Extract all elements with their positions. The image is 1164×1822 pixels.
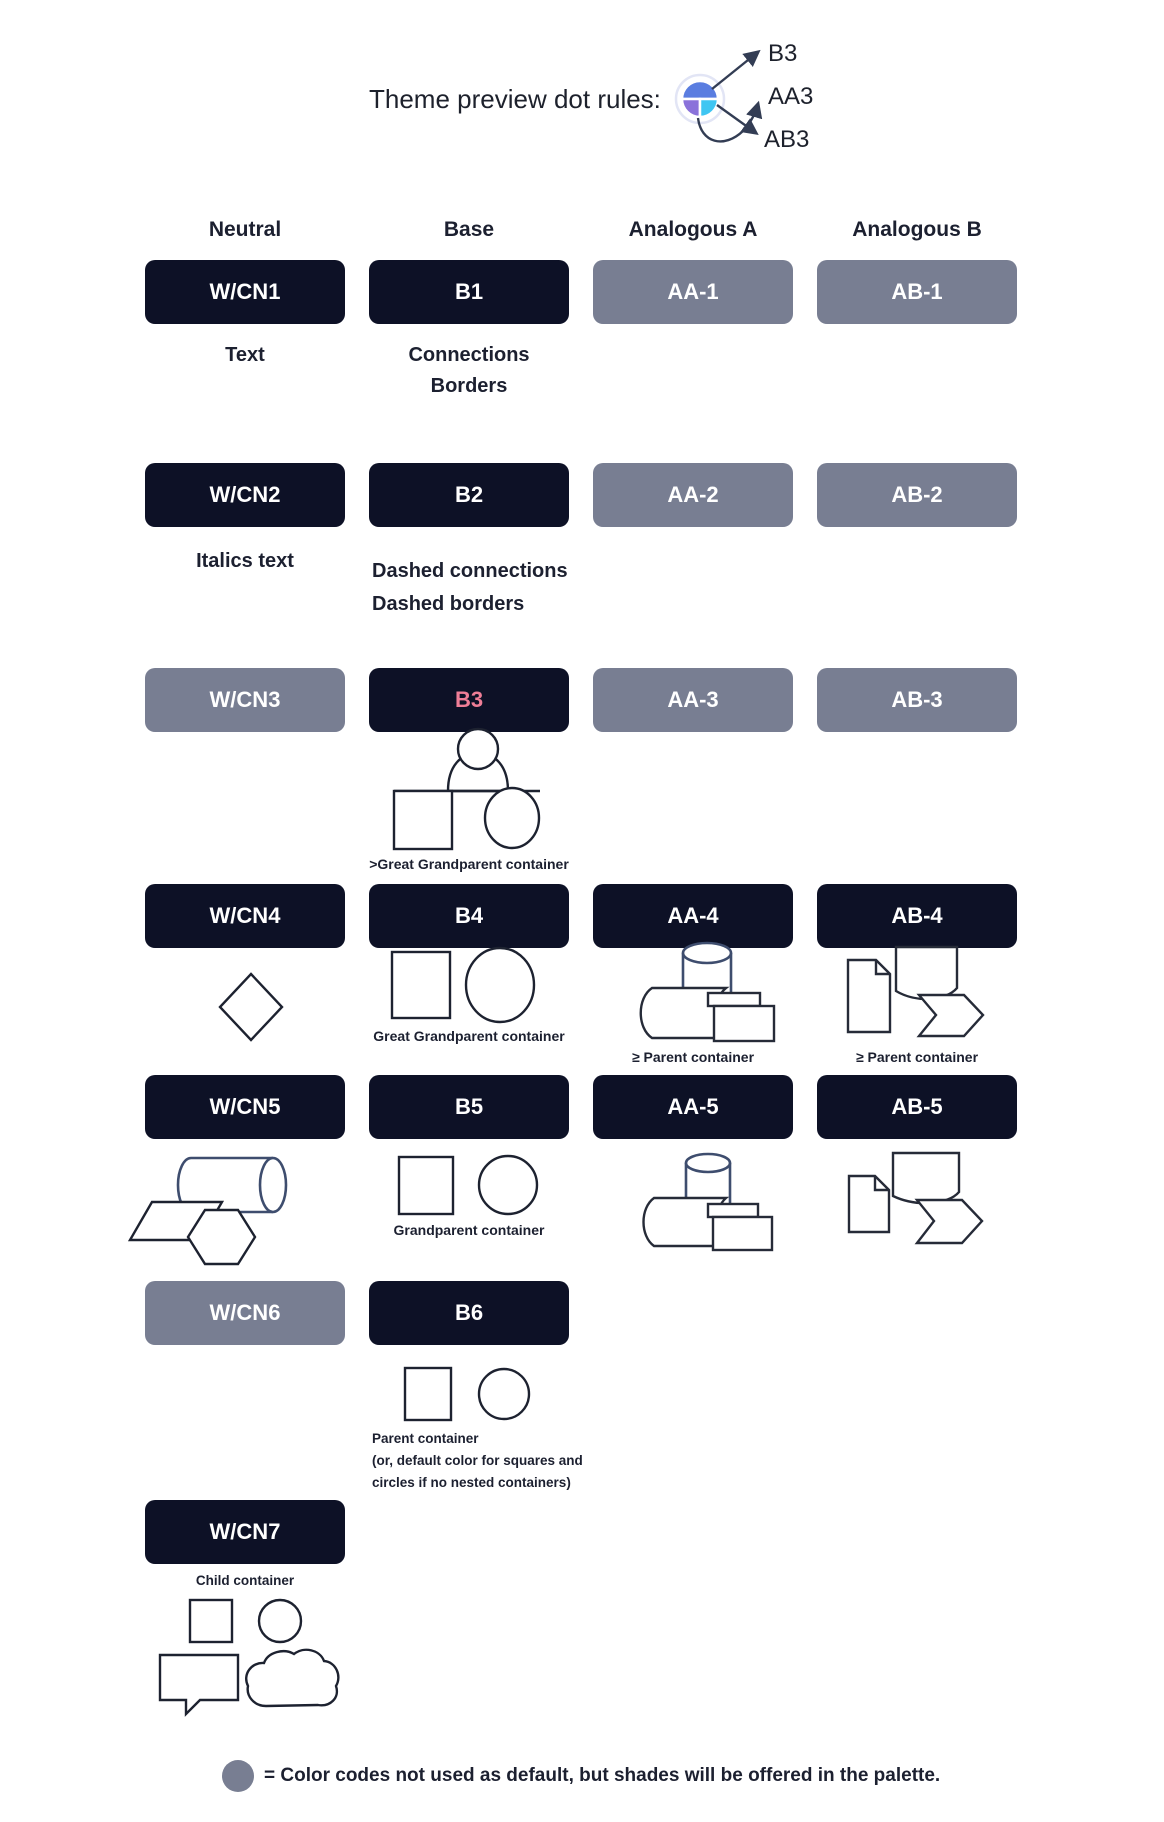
caption-parent-container-note-1: (or, default color for squares and — [372, 1453, 583, 1468]
caption-italics-text: Italics text — [196, 550, 294, 572]
square-shape — [392, 952, 450, 1018]
square-shape — [190, 1600, 232, 1642]
tabbed-rectangle-shape — [713, 1217, 772, 1250]
column-header-analogous-b: Analogous B — [852, 218, 982, 241]
document-shape — [848, 960, 890, 1032]
caption-b4-shapes: Great Grandparent container — [373, 1028, 565, 1044]
cylinder-top-shape — [686, 1154, 730, 1172]
swatch-b2: B2 — [369, 463, 569, 527]
horizontal-cylinder-end-shape — [260, 1158, 286, 1212]
ab4-shape-cluster — [848, 947, 983, 1036]
swatch-b4: B4 — [369, 884, 569, 948]
swatch-wcn2: W/CN2 — [145, 463, 345, 527]
square-shape — [405, 1368, 451, 1420]
swatch-aa4: AA-4 — [593, 884, 793, 948]
column-header-neutral: Neutral — [208, 218, 282, 241]
dot-label-aa3: AA3 — [768, 83, 814, 110]
legend-text: = Color codes not used as default, but shades will be offered in the palette. — [264, 1765, 941, 1786]
b3-shape-cluster — [394, 729, 540, 849]
aa5-shape-cluster — [644, 1154, 773, 1250]
swatch-wcn4: W/CN4 — [145, 884, 345, 948]
swatch-b6: B6 — [369, 1281, 569, 1345]
caption-b5-shapes: Grandparent container — [393, 1222, 545, 1238]
caption-parent-container-note-2: circles if no nested containers) — [372, 1475, 571, 1490]
caption-b3-shapes: >Great Grandparent container — [369, 856, 569, 872]
circle-shape — [466, 948, 534, 1022]
cylinder-top-shape — [683, 943, 731, 963]
page-title: Theme preview dot rules: — [369, 84, 661, 114]
swatch-wcn1: W/CN1 — [145, 260, 345, 324]
dot-label-ab3: AB3 — [764, 126, 810, 153]
theme-preview-dot — [676, 52, 758, 141]
b5-shape-cluster — [399, 1156, 537, 1214]
caption-aa4-shapes: ≥ Parent container — [631, 1049, 755, 1065]
arrow-to-ab3 — [717, 105, 756, 133]
dot-label-b3: B3 — [768, 40, 798, 67]
cloud-shape — [246, 1650, 338, 1706]
document-shape — [849, 1176, 889, 1232]
square-shape — [394, 791, 452, 849]
swatch-wcn7: W/CN7 — [145, 1500, 345, 1564]
chevron-shape — [917, 1200, 982, 1243]
column-header-analogous-a: Analogous A — [628, 218, 758, 241]
caption-ab4-shapes: ≥ Parent container — [855, 1049, 979, 1065]
swatch-aa1: AA-1 — [593, 260, 793, 324]
swatch-ab2: AB-2 — [817, 463, 1017, 527]
swatch-ab4: AB-4 — [817, 884, 1017, 948]
swatch-b5: B5 — [369, 1075, 569, 1139]
circle-shape — [479, 1369, 529, 1419]
caption-connections: Connections — [408, 344, 530, 366]
swatch-b1: B1 — [369, 260, 569, 324]
swatch-aa3: AA-3 — [593, 668, 793, 732]
column-header-base: Base — [443, 218, 495, 241]
caption-child-container: Child container — [195, 1573, 295, 1588]
speech-bubble-shape — [160, 1655, 238, 1714]
swatch-wcn5: W/CN5 — [145, 1075, 345, 1139]
b6-shape-cluster — [405, 1368, 529, 1420]
swatch-ab1: AB-1 — [817, 260, 1017, 324]
caption-parent-container: Parent container — [372, 1431, 479, 1446]
circle-shape — [485, 788, 539, 848]
wcn7-shape-cluster — [160, 1600, 338, 1714]
caption-text: Text — [225, 344, 265, 366]
caption-dashed-connections: Dashed connections — [372, 560, 568, 582]
caption-dashed-borders: Dashed borders — [372, 593, 525, 615]
wavy-document-shape — [896, 947, 957, 999]
circle-shape — [479, 1156, 537, 1214]
circle-shape — [259, 1600, 301, 1642]
swatch-ab5: AB-5 — [817, 1075, 1017, 1139]
wavy-document-shape — [893, 1153, 959, 1203]
ab5-shape-cluster — [849, 1153, 982, 1243]
tab-shape — [708, 1204, 758, 1217]
person-head-shape — [458, 729, 498, 769]
square-shape — [399, 1157, 453, 1214]
swatch-ab3: AB-3 — [817, 668, 1017, 732]
tab-shape — [708, 993, 760, 1006]
arrow-to-b3 — [712, 52, 758, 89]
swatch-wcn6: W/CN6 — [145, 1281, 345, 1345]
aa4-shape-cluster — [641, 943, 774, 1041]
swatch-aa5: AA-5 — [593, 1075, 793, 1139]
tabbed-rectangle-shape — [714, 1006, 774, 1041]
swatch-wcn3: W/CN3 — [145, 668, 345, 732]
swatch-aa2: AA-2 — [593, 463, 793, 527]
b4-shape-cluster — [392, 948, 534, 1022]
chevron-shape — [919, 995, 983, 1036]
diamond-shape — [220, 974, 282, 1040]
swatch-b3: B3 — [369, 668, 569, 732]
caption-borders: Borders — [430, 375, 508, 397]
wcn5-shape-cluster — [130, 1158, 286, 1264]
